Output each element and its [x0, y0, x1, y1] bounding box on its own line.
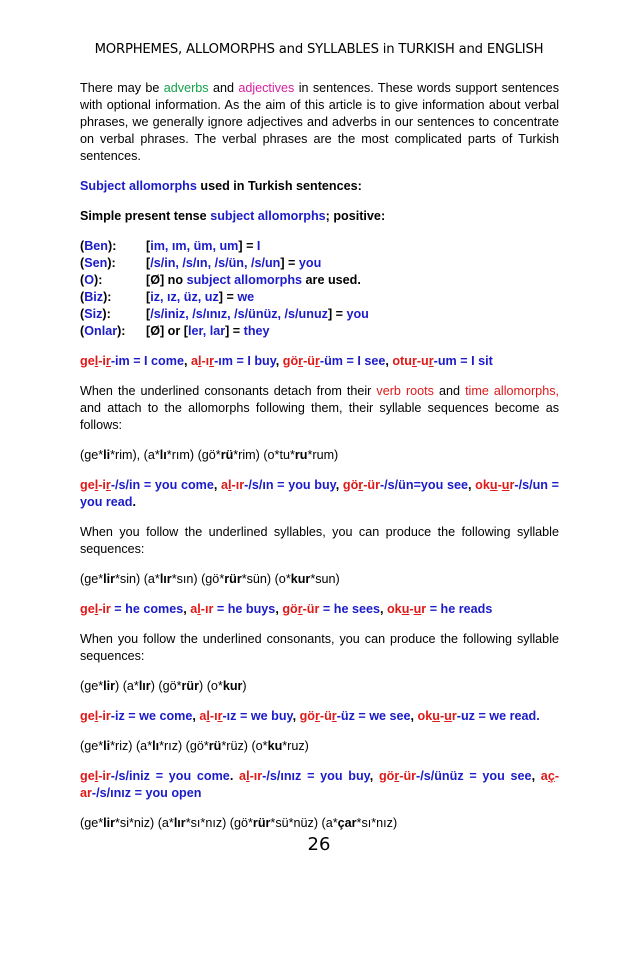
allomorph: -/s/un — [514, 478, 548, 492]
page-body — [80, 80, 559, 845]
bracket: [ — [146, 307, 151, 321]
morpheme: -ır — [231, 478, 245, 492]
meaning: they — [243, 324, 270, 338]
syllable: lir — [103, 679, 116, 693]
pronoun: Sen — [84, 256, 108, 270]
paragraph-intro — [80, 80, 559, 165]
page-number: 26 — [307, 834, 331, 855]
allomorph: -ım — [214, 354, 233, 368]
bracket: ] = — [238, 239, 257, 253]
morpheme: -i — [98, 478, 106, 492]
pronoun: Biz — [84, 290, 104, 304]
syllable: lir — [103, 816, 116, 830]
morpheme: ok — [417, 709, 433, 723]
morpheme: ok — [475, 478, 490, 492]
text: *sın) (gö* — [171, 572, 225, 586]
morpheme: -ır — [200, 602, 214, 616]
meaning: I — [256, 239, 261, 253]
syllable-sequence-1 — [80, 447, 559, 464]
term-time-allomorphs: time allomorphs, — [465, 384, 559, 398]
morpheme: gö — [282, 354, 299, 368]
meaning: = we come — [124, 709, 193, 723]
allomorph: -um — [433, 354, 457, 368]
text: and — [208, 81, 239, 95]
example-second-plural — [80, 768, 559, 802]
text: are used. — [302, 273, 361, 287]
morpheme: -ü — [319, 709, 332, 723]
meaning: = we see — [354, 709, 411, 723]
allomorphs: /s/in, /s/ın, /s/ün, /s/un — [150, 256, 281, 270]
morpheme: ge — [80, 602, 95, 616]
meaning: = he comes — [110, 602, 184, 616]
pronoun: Siz — [84, 307, 103, 321]
bracket: [ — [146, 290, 151, 304]
allomorph: -/s/ün — [379, 478, 414, 492]
meaning: = you open — [131, 786, 202, 800]
meaning: = we read — [474, 709, 537, 723]
text: (ge* — [80, 816, 104, 830]
bracket: [ — [146, 239, 151, 253]
separator: , — [531, 769, 541, 783]
morpheme: -ır — [249, 769, 263, 783]
morpheme: -ir — [98, 769, 111, 783]
morpheme: l — [197, 602, 201, 616]
morpheme: -ür — [363, 478, 380, 492]
separator: , — [369, 769, 379, 783]
morpheme: -ü — [303, 354, 315, 368]
syllable: lır — [173, 816, 186, 830]
morpheme: l — [94, 478, 99, 492]
text: in sentences. These words support sentences with optional information. As the aim of this article is to give information about verbal phrases, we generally ignore adjectives and adverbs in our sentences to concentrate on verbal phrases. The verbal phrases are the most complicated parts of Turkish sentences. — [80, 81, 559, 163]
allomorphs: /s/iniz, /s/ınız, /s/ünüz, /s/unuz — [150, 307, 328, 321]
pronoun: O — [84, 273, 94, 287]
term-verb-roots: verb roots — [376, 384, 434, 398]
bracket: [ — [146, 256, 151, 270]
text: (ge* — [80, 448, 104, 462]
paragraph-detach — [80, 383, 559, 434]
separator: , — [275, 602, 283, 616]
morpheme: ge — [80, 709, 95, 723]
allomorph: -iz — [110, 709, 125, 723]
morpheme: gö — [342, 478, 359, 492]
text: *sun) — [310, 572, 340, 586]
syllable: kur — [290, 572, 311, 586]
allomorph: -im — [110, 354, 130, 368]
text: Simple present tense — [80, 209, 211, 223]
separator: , — [183, 354, 191, 368]
meaning: you — [346, 307, 369, 321]
text: ; positive: — [325, 209, 386, 223]
morpheme: u — [401, 602, 410, 616]
text: *si*niz) (a* — [115, 816, 174, 830]
allomorphs: iz, ız, üz, uz — [150, 290, 219, 304]
allomorphs: subject allomorphs — [186, 273, 303, 287]
text: (ge* — [80, 739, 104, 753]
text: ) (o* — [199, 679, 223, 693]
syllable: rü — [208, 739, 222, 753]
text: and attach to the allomorphs following them, their syllable sequences become as follows: — [80, 401, 559, 432]
syllable: lir — [103, 572, 116, 586]
pronoun-row-onlar — [80, 323, 559, 340]
morpheme: ç — [547, 769, 555, 783]
syllable-sequence-5 — [80, 815, 559, 832]
syllable: ku — [267, 739, 283, 753]
paren: ): — [117, 324, 126, 338]
allomorph: -uz — [456, 709, 475, 723]
text: used in Turkish sentences: — [196, 179, 362, 193]
syllable-sequence-2 — [80, 571, 559, 588]
separator: , — [213, 478, 222, 492]
text: *rum) — [307, 448, 339, 462]
allomorphs: ler, lar — [187, 324, 226, 338]
morpheme: - — [439, 709, 445, 723]
morpheme: r — [314, 354, 320, 368]
meaning: we — [237, 290, 255, 304]
separator: , — [410, 709, 418, 723]
morpheme: r — [428, 354, 434, 368]
paragraph-follow-consonants — [80, 631, 559, 665]
morpheme: r — [358, 478, 364, 492]
morpheme: a — [190, 354, 198, 368]
pronoun-row-o — [80, 272, 559, 289]
paragraph-follow-syllables — [80, 524, 559, 558]
text: ) — [242, 679, 247, 693]
bracket: ] = — [218, 290, 238, 304]
morpheme: r — [297, 602, 303, 616]
separator: , — [275, 354, 283, 368]
meaning: = you buy — [301, 769, 370, 783]
morpheme: u — [432, 709, 440, 723]
text: *rız) (gö* — [159, 739, 209, 753]
meaning: = you come — [149, 769, 230, 783]
heading-simple-present — [80, 208, 559, 225]
text: When you follow the underlined syllables, you can produce the following syllable sequences: — [80, 525, 559, 556]
pronoun-row-ben — [80, 238, 559, 255]
separator: . — [229, 769, 240, 783]
meaning: = I buy — [232, 354, 276, 368]
syllable: kur — [222, 679, 243, 693]
morpheme: l — [94, 354, 99, 368]
morpheme: r — [298, 354, 304, 368]
example-first-plural — [80, 708, 559, 725]
text: *rüz) (o* — [221, 739, 268, 753]
paren: ( — [80, 324, 85, 338]
morpheme: r — [451, 709, 457, 723]
term-adverbs: adverbs — [163, 81, 209, 95]
separator: , — [292, 709, 300, 723]
allomorphs: im, ım, üm, um — [150, 239, 239, 253]
syllable: ru — [294, 448, 308, 462]
meaning: = you come — [140, 478, 214, 492]
separator: , — [379, 602, 387, 616]
allomorph: -/s/ın — [244, 478, 274, 492]
morpheme: l — [197, 354, 202, 368]
morpheme: ge — [80, 478, 95, 492]
separator: . — [132, 495, 136, 509]
bracket: [Ø] or [ — [146, 324, 188, 338]
paren: ): — [94, 273, 103, 287]
morpheme: u — [489, 478, 498, 492]
paren: ( — [80, 239, 85, 253]
syllable: rür — [252, 816, 271, 830]
morpheme: l — [246, 769, 250, 783]
morpheme: ge — [80, 769, 95, 783]
separator: , — [183, 602, 191, 616]
allomorph: -/s/iniz — [110, 769, 150, 783]
morpheme: -ür — [399, 769, 417, 783]
syllable: li — [103, 448, 111, 462]
morpheme: r — [105, 478, 111, 492]
syllable: çar — [337, 816, 357, 830]
term-subject-allomorphs: Subject allomorphs — [80, 179, 197, 193]
meaning: = I sit — [456, 354, 493, 368]
morpheme: l — [94, 709, 99, 723]
example-second-person — [80, 477, 559, 511]
text: *sü*nüz) (a* — [270, 816, 338, 830]
morpheme: a — [540, 769, 548, 783]
separator: , — [192, 709, 200, 723]
text: (ge* — [80, 679, 104, 693]
meaning: = I see — [342, 354, 386, 368]
syllable: lı — [159, 448, 167, 462]
morpheme: r — [217, 709, 223, 723]
pronoun-list — [80, 238, 559, 340]
allomorph: -/s/ünüz — [416, 769, 464, 783]
syllable: rür — [224, 572, 242, 586]
separator: , — [385, 354, 393, 368]
morpheme: -ir — [98, 602, 111, 616]
syllable: li — [103, 739, 111, 753]
morpheme: -i — [98, 354, 106, 368]
morpheme: - — [409, 602, 414, 616]
meaning: = you buy — [273, 478, 336, 492]
paren: ): — [103, 290, 112, 304]
bracket: ] = — [327, 307, 347, 321]
text: *rim) (o*tu* — [233, 448, 295, 462]
bracket: [Ø] no — [146, 273, 187, 287]
morpheme: r — [411, 354, 417, 368]
morpheme: u — [501, 478, 510, 492]
meaning: = you read — [80, 478, 560, 509]
morpheme: a — [190, 602, 198, 616]
morpheme: -ir — [98, 709, 111, 723]
text: *sin) (a* — [115, 572, 160, 586]
separator: , — [335, 478, 343, 492]
meaning: = you see — [463, 769, 532, 783]
morpheme: u — [444, 709, 452, 723]
morpheme: u — [413, 602, 422, 616]
text: *ruz) — [282, 739, 309, 753]
morpheme: a — [199, 709, 207, 723]
syllable: lır — [138, 679, 151, 693]
syllable: rü — [220, 448, 234, 462]
morpheme: r — [394, 769, 400, 783]
morpheme: -ar — [80, 769, 560, 800]
meaning: =you see — [413, 478, 468, 492]
morpheme: a — [221, 478, 229, 492]
term-subject-allomorphs: subject allomorphs — [210, 209, 326, 223]
allomorph: -üz — [336, 709, 355, 723]
text: *sı*nız) — [356, 816, 398, 830]
morpheme: r — [105, 354, 111, 368]
syllable: rür — [181, 679, 200, 693]
paren: ): — [108, 239, 117, 253]
morpheme: r — [509, 478, 515, 492]
pronoun: Onlar — [84, 324, 118, 338]
syllable: lı — [152, 739, 160, 753]
morpheme: -ı — [201, 354, 210, 368]
meaning: = he buys — [213, 602, 276, 616]
pronoun-row-siz — [80, 306, 559, 323]
meaning: = he sees — [319, 602, 380, 616]
syllable-sequence-4 — [80, 738, 559, 755]
morpheme: gö — [282, 602, 298, 616]
morpheme: l — [228, 478, 232, 492]
paren: ): — [107, 256, 116, 270]
pronoun: Ben — [84, 239, 108, 253]
allomorph: -ız — [222, 709, 237, 723]
morpheme: -ür — [302, 602, 320, 616]
syllable-sequence-3 — [80, 678, 559, 695]
morpheme: otu — [392, 354, 412, 368]
morpheme: l — [94, 602, 99, 616]
syllable: lır — [159, 572, 172, 586]
morpheme: r — [314, 709, 320, 723]
paren: ( — [80, 290, 85, 304]
example-third-person — [80, 601, 559, 618]
separator: , — [468, 478, 476, 492]
meaning: you — [298, 256, 322, 270]
allomorph: -/s/ınız — [91, 786, 132, 800]
morpheme: gö — [378, 769, 395, 783]
text: ) (gö* — [150, 679, 182, 693]
morpheme: l — [94, 769, 99, 783]
meaning: = he reads — [426, 602, 493, 616]
text: There may be — [80, 81, 164, 95]
bracket: ] = — [225, 324, 244, 338]
text: ) (a* — [115, 679, 139, 693]
text: (ge* — [80, 572, 104, 586]
pronoun-row-sen — [80, 255, 559, 272]
text: *sün) (o* — [241, 572, 291, 586]
morpheme: ok — [386, 602, 402, 616]
morpheme: gö — [299, 709, 315, 723]
morpheme: -u — [416, 354, 429, 368]
paren: ( — [80, 256, 85, 270]
text: When you follow the underlined consonants, you can produce the following syllable sequences: — [80, 632, 559, 663]
heading-subject-allomorphs — [80, 178, 559, 195]
separator: . — [536, 709, 540, 723]
text: When the underlined consonants detach from their — [80, 384, 377, 398]
morpheme: - — [497, 478, 502, 492]
morpheme: a — [239, 769, 247, 783]
allomorph: -/s/ınız — [262, 769, 302, 783]
allomorph: -/s/in — [110, 478, 141, 492]
pronoun-row-biz — [80, 289, 559, 306]
morpheme: r — [209, 354, 215, 368]
meaning: = we buy — [236, 709, 293, 723]
running-header: MORPHEMES, ALLOMORPHS and SYLLABLES in TURKISH and ENGLISH — [94, 42, 544, 57]
text: and — [433, 384, 466, 398]
example-first-person — [80, 353, 559, 370]
allomorph: -üm — [319, 354, 343, 368]
text: *rim), (a* — [110, 448, 160, 462]
term-adjectives: adjectives — [238, 81, 295, 95]
paren: ): — [102, 307, 111, 321]
text: *rım) (gö* — [166, 448, 221, 462]
morpheme: l — [206, 709, 210, 723]
paren: ( — [80, 307, 85, 321]
bracket: ] = — [280, 256, 299, 270]
text: *riz) (a* — [110, 739, 153, 753]
morpheme: -ı — [209, 709, 218, 723]
text: *sı*nız) (gö* — [185, 816, 253, 830]
paren: ( — [80, 273, 85, 287]
morpheme: ge — [80, 354, 95, 368]
meaning: = I come — [129, 354, 184, 368]
morpheme: r — [421, 602, 427, 616]
morpheme: r — [331, 709, 337, 723]
